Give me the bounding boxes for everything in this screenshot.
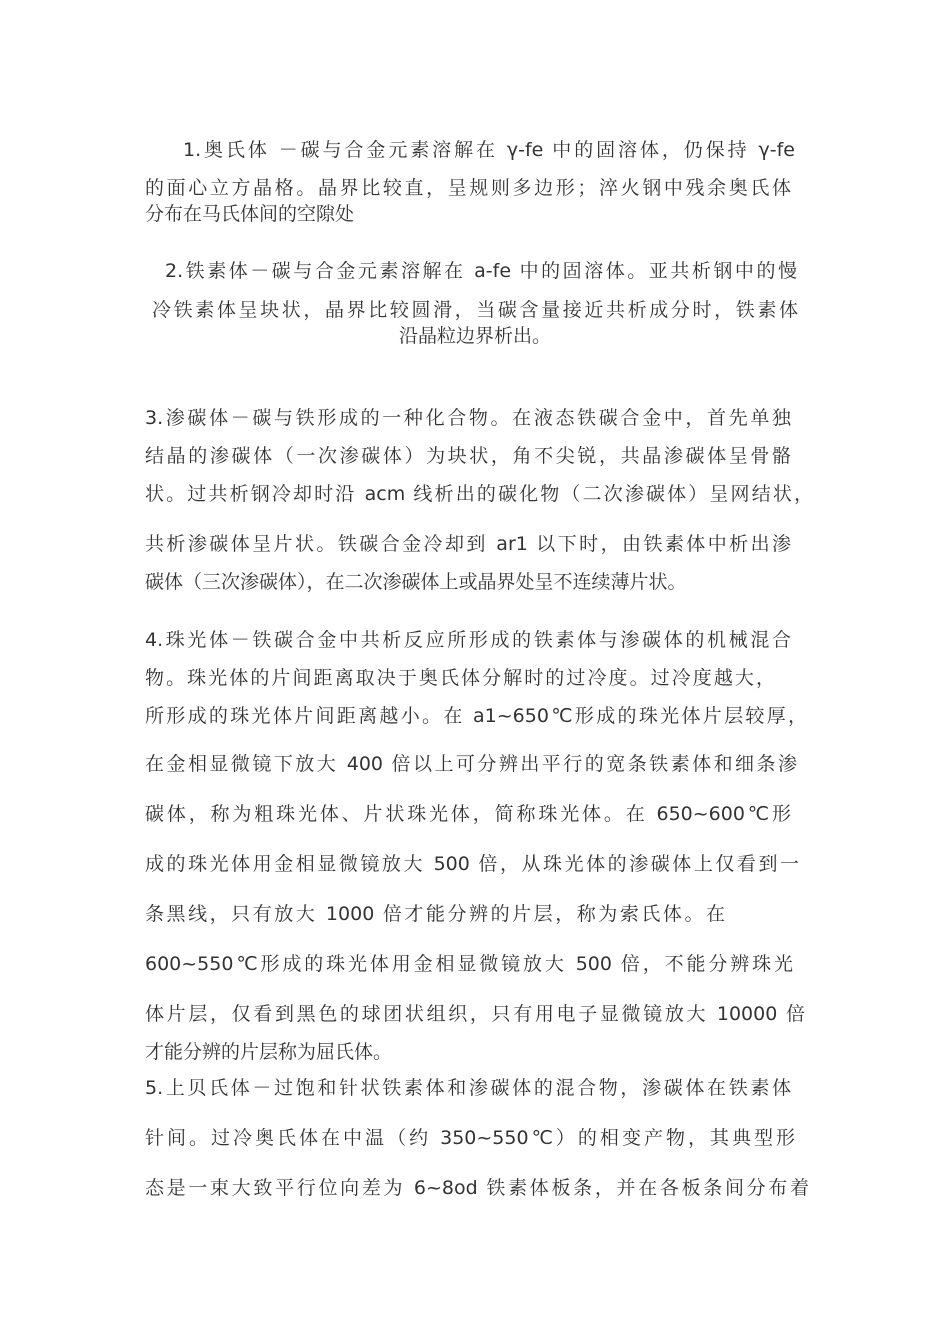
text-line: 3.渗碳体－碳与铁形成的一种化合物。在液态铁碳合金中，首先单独 <box>145 407 791 429</box>
text-line: 600~550℃形成的珠光体用金相显微镜放大 500 倍，不能分辨珠光 <box>145 953 793 975</box>
text-line: 针间。过冷奥氏体在中温（约 350~550℃）的相变产物，其典型形 <box>145 1127 795 1149</box>
text-line: 冷铁素体呈块状，晶界比较圆滑，当碳含量接近共析成分时，铁素体 <box>152 299 798 321</box>
text-line: 碳体，称为粗珠光体、片状珠光体，简称珠光体。在 650~600℃形 <box>145 803 791 825</box>
text-line: 体片层，仅看到黑色的球团状组织，只有用电子显微镜放大 10000 倍 <box>145 1003 805 1025</box>
text-line: 所形成的珠光体片间距离越小。在 a1~650℃形成的珠光体片层较厚， <box>145 705 807 727</box>
text-line: 1.奥氏体 －碳与合金元素溶解在 γ-fe 中的固溶体，仍保持 γ-fe <box>183 139 795 161</box>
text-line: 碳体（三次渗碳体），在二次渗碳体上或晶界处呈不连续薄片状。 <box>145 571 687 593</box>
text-line: 物。珠光体的片间距离取决于奥氏体分解时的过冷度。过冷度越大， <box>145 667 775 689</box>
text-line: 的面心立方晶格。晶界比较直，呈规则多边形；淬火钢中残余奥氏体 <box>145 177 791 199</box>
text-line: 共析渗碳体呈片状。铁碳合金冷却到 ar1 以下时，由铁素体中析出渗 <box>145 533 791 555</box>
text-line: 5.上贝氏体－过饱和针状铁素体和渗碳体的混合物，渗碳体在铁素体 <box>145 1077 791 1099</box>
text-line: 状。过共析钢冷却时沿 acm 线析出的碳化物（二次渗碳体）呈网结状， <box>145 483 813 505</box>
text-line: 结晶的渗碳体（一次渗碳体）为块状，角不尖锐，共晶渗碳体呈骨骼 <box>145 445 791 467</box>
text-line: 才能分辨的片层称为屈氏体。 <box>145 1041 393 1063</box>
text-line: 分布在马氏体间的空隙处 <box>145 203 355 225</box>
text-line: 沿晶粒边界析出。 <box>398 325 551 347</box>
text-line: 在金相显微镜下放大 400 倍以上可分辨出平行的宽条铁素体和细条渗 <box>145 753 797 775</box>
text-line: 条黑线，只有放大 1000 倍才能分辨的片层，称为索氏体。在 <box>145 903 725 925</box>
text-line: 态是一束大致平行位向差为 6~8od 铁素体板条，并在各板条间分布着 <box>145 1177 809 1199</box>
text-line: 4.珠光体－铁碳合金中共析反应所形成的铁素体与渗碳体的机械混合 <box>145 629 791 651</box>
text-line: 成的珠光体用金相显微镜放大 500 倍，从珠光体的渗碳体上仅看到一 <box>145 853 799 875</box>
text-line: 2.铁素体－碳与合金元素溶解在 a-fe 中的固溶体。亚共析钢中的慢 <box>165 260 797 282</box>
